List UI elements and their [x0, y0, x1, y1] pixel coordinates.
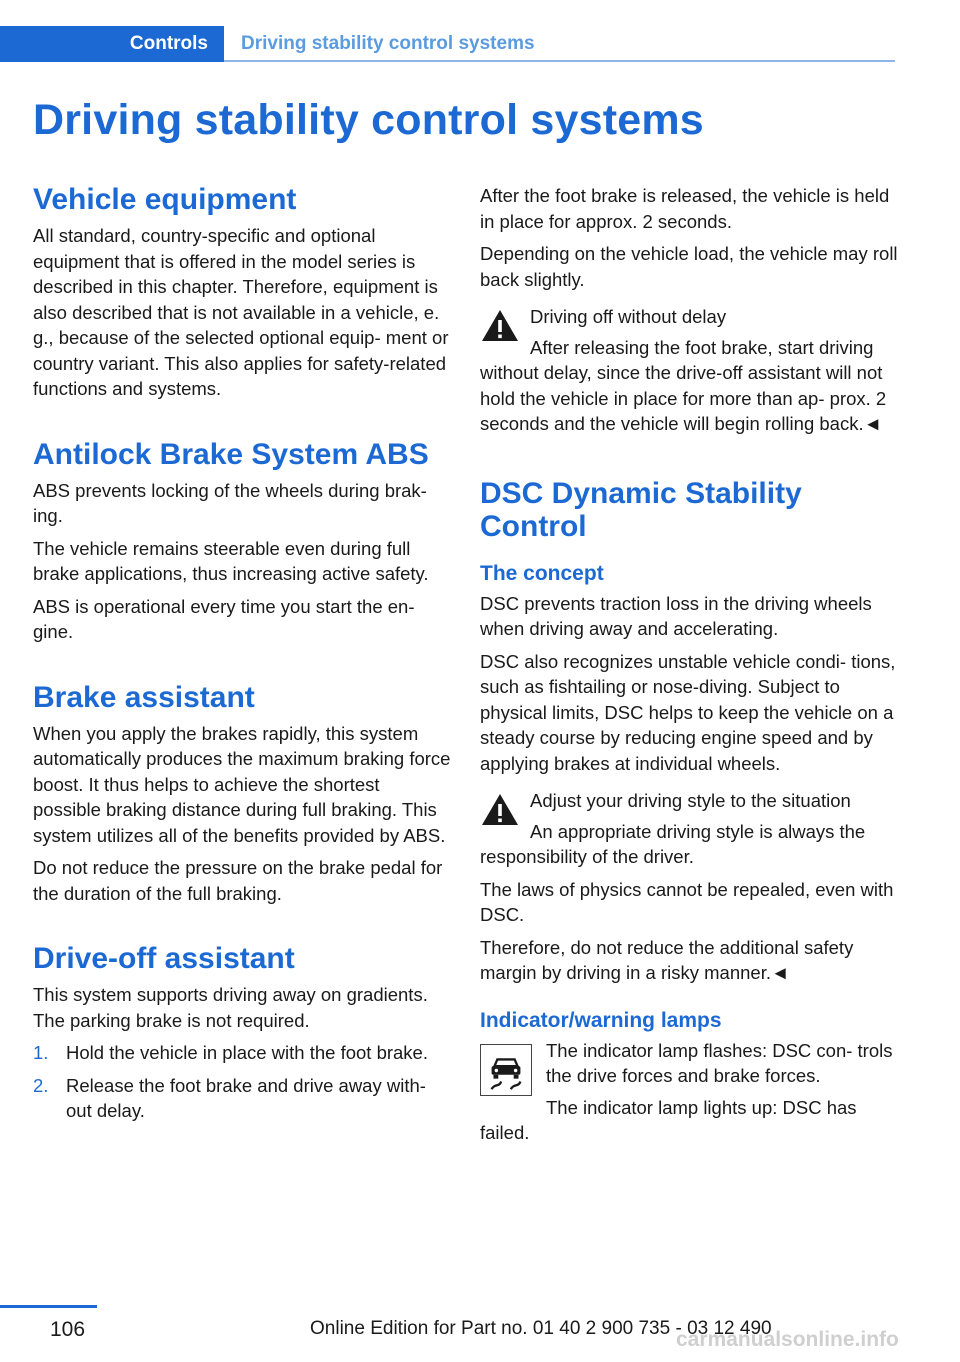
paragraph-abs-3: ABS is operational every time you start the en- gine. — [33, 595, 415, 642]
page-title: Driving stability control systems — [33, 96, 704, 144]
paragraph-vehicle-equipment: All standard, country-specific and optional equipment that is offered in the model series is described in this chapter. Therefore, equipment is also described that is not available in a vehicle, e. g., because of the selected optional equip- ment or country variant. This also applies for safety-related functions and systems. — [33, 225, 449, 399]
paragraph-dsc-2: DSC also recognizes unstable vehicle condi- tions, such as fishtailing or nose-diving. Subject to physical limits, DSC helps to keep the vehicle on a steady course by reducing engine speed and by applying brakes at individual wheels. — [480, 650, 896, 774]
warning-body: After releasing the foot brake, start driving without delay, since the drive-off assistant will not hold the vehicle in place for more than ap- prox. 2 seconds and the vehicle will begin rolling back.◄ — [480, 336, 887, 434]
paragraph-abs-1: ABS prevents locking of the wheels during brak- ing. — [33, 479, 427, 526]
drive-off-steps — [33, 1040, 451, 1124]
heading-indicator-lamps: Indicator/warning lamps — [480, 1008, 722, 1032]
step-text: Hold the vehicle in place with the foot brake. — [66, 1042, 428, 1063]
watermark: carmanualsonline.info — [676, 1328, 899, 1351]
paragraph-abs-2: The vehicle remains steerable even during full brake applications, thus increasing active safety. — [33, 537, 429, 584]
section-dsc — [480, 477, 898, 1146]
running-header — [0, 26, 895, 62]
section-vehicle-equipment — [33, 183, 451, 402]
left-column — [33, 183, 451, 1131]
dsc-skidding-car-icon — [480, 1044, 532, 1096]
section-abs — [33, 438, 451, 645]
paragraph-dsc-3: The laws of physics cannot be repealed, even with DSC. — [480, 878, 894, 925]
heading-drive-off-assistant: Drive-off assistant — [33, 942, 295, 975]
warning-triangle-icon — [480, 792, 520, 828]
lamp-flashes-text: The indicator lamp flashes: DSC con- trols the drive forces and brake forces. — [546, 1039, 893, 1086]
indicator-lamp-block — [480, 1038, 898, 1146]
warning-title: Driving off without delay — [530, 306, 727, 327]
warning-driving-style — [480, 788, 898, 870]
paragraph-brake-assistant-2: Do not reduce the pressure on the brake pedal for the duration of the full braking. — [33, 857, 443, 904]
right-column — [480, 183, 898, 1152]
list-item — [33, 1073, 451, 1124]
heading-the-concept: The concept — [480, 561, 604, 585]
header-rule — [224, 60, 895, 62]
page-number: 106 — [50, 1318, 86, 1341]
paragraph-foot-brake-released: After the foot brake is released, the vehicle is held in place for approx. 2 seconds. — [480, 185, 890, 232]
step-number: 2. — [33, 1074, 49, 1096]
edition-note: Online Edition for Part no. 01 40 2 900 735 - 03 12 490 — [310, 1318, 772, 1339]
lamp-lights-up-text: The indicator lamp lights up: DSC has failed. — [480, 1096, 857, 1143]
section-brake-assistant — [33, 681, 451, 907]
step-number: 1. — [33, 1042, 49, 1063]
header-section-title: Driving stability control systems — [241, 33, 535, 54]
warning-body: An appropriate driving style is always the responsibility of the driver. — [480, 820, 866, 867]
paragraph-vehicle-load: Depending on the vehicle load, the vehicle may roll back slightly. — [480, 243, 898, 290]
paragraph-dsc-4: Therefore, do not reduce the additional safety margin by driving in a risky manner.◄ — [480, 936, 854, 983]
paragraph-drive-off: This system supports driving away on gradients. The parking brake is not required. — [33, 984, 428, 1031]
heading-vehicle-equipment: Vehicle equipment — [33, 183, 297, 216]
paragraph-brake-assistant-1: When you apply the brakes rapidly, this system automatically produces the maximum braking force boost. It thus helps to achieve the shortest possible braking distance during full braking. This system utilizes all of the benefits provided by ABS. — [33, 722, 451, 846]
heading-dsc: DSC Dynamic Stability Control — [480, 476, 802, 543]
warning-driving-off — [480, 304, 898, 437]
section-drive-off-assistant — [33, 942, 451, 1124]
header-chapter-tab: Controls — [0, 26, 224, 62]
heading-abs: Antilock Brake System ABS — [33, 437, 429, 471]
list-item — [33, 1040, 451, 1066]
heading-brake-assistant: Brake assistant — [33, 680, 255, 714]
warning-triangle-icon — [480, 308, 520, 344]
paragraph-dsc-1: DSC prevents traction loss in the driving wheels when driving away and accelerating. — [480, 592, 872, 639]
footer-rule — [0, 1305, 97, 1308]
step-text: Release the foot brake and drive away with- out delay. — [66, 1074, 426, 1121]
warning-title: Adjust your driving style to the situation — [530, 790, 851, 811]
